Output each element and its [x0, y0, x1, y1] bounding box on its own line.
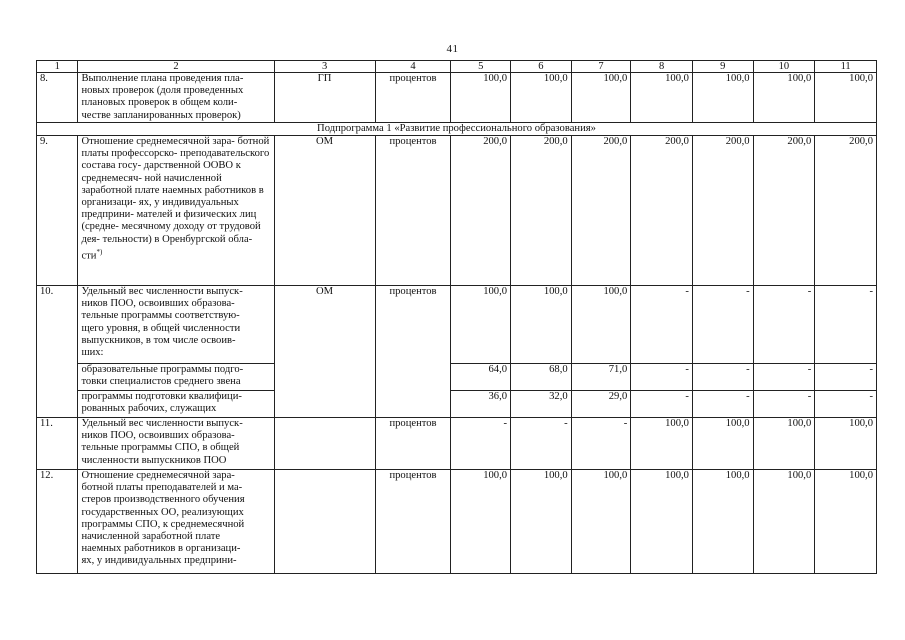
value-cell: 100,0 — [692, 470, 753, 574]
value-cell: - — [815, 391, 877, 418]
value-cell: 68,0 — [511, 364, 572, 391]
indicator-description: образовательные программы подго- товки специалистов среднего звена — [78, 364, 274, 391]
value-cell: - — [451, 418, 511, 470]
value-cell: - — [692, 286, 753, 364]
value-cell: 200,0 — [753, 136, 815, 286]
indicator-unit: процентов — [375, 470, 451, 574]
indicator-unit: процентов — [375, 418, 451, 470]
value-cell: 100,0 — [815, 470, 877, 574]
value-cell: 100,0 — [753, 418, 815, 470]
indicator-unit: процентов — [375, 136, 451, 286]
column-header: 1 — [37, 61, 78, 73]
indicator-description: Удельный вес численности выпуск- ников ПОО, освоивших образова- тельные программы СПО, в общей численности выпускников ПОО — [78, 418, 274, 470]
column-header: 6 — [511, 61, 572, 73]
value-cell: 200,0 — [451, 136, 511, 286]
value-cell: - — [631, 391, 693, 418]
value-cell: 100,0 — [511, 470, 572, 574]
subprogram-row — [37, 123, 877, 136]
row-number: 10. — [37, 286, 78, 418]
empty-cell — [375, 364, 451, 391]
indicator-unit: процентов — [375, 73, 451, 123]
value-cell: 100,0 — [571, 286, 631, 364]
indicator-description-cell — [78, 136, 274, 286]
column-header: 8 — [631, 61, 693, 73]
row-number: 9. — [37, 136, 78, 286]
value-cell: - — [815, 364, 877, 391]
column-header: 2 — [78, 61, 274, 73]
value-cell: 100,0 — [631, 73, 693, 123]
indicator-description: Отношение среднемесячной зара- ботной платы профессорско- преподавательского состава госу- дарственной ООВО к среднемесяч- ной начисленной заработной плате наемных работников в организаци- ях, у индивидуальных предприни- мателей и физических лиц (средне- месячному доходу от трудовой дея- тельности) в Оренбургской обла- сти — [81, 136, 270, 262]
value-cell: - — [753, 286, 815, 364]
table-row — [37, 470, 877, 574]
indicator-unit: процентов — [375, 286, 451, 364]
value-cell: 100,0 — [631, 418, 693, 470]
value-cell: - — [815, 286, 877, 364]
value-cell: 200,0 — [815, 136, 877, 286]
column-header: 10 — [753, 61, 815, 73]
value-cell: - — [692, 364, 753, 391]
value-cell: 100,0 — [631, 470, 693, 574]
value-cell: 100,0 — [511, 286, 572, 364]
value-cell: 100,0 — [692, 418, 753, 470]
table-row — [37, 73, 877, 123]
indicator-description: Выполнение плана проведения пла- новых проверок (доля проведенных плановых проверок в общем коли- честве запланированных проверок) — [78, 73, 274, 123]
value-cell: - — [753, 364, 815, 391]
value-cell: - — [753, 391, 815, 418]
footnote-mark: *) — [96, 247, 103, 256]
value-cell: - — [692, 391, 753, 418]
table-row — [37, 418, 877, 470]
value-cell: 100,0 — [511, 73, 572, 123]
table-row — [37, 136, 877, 286]
row-number: 12. — [37, 470, 78, 574]
value-cell: - — [631, 286, 693, 364]
value-cell: - — [571, 418, 631, 470]
value-cell: 100,0 — [815, 418, 877, 470]
value-cell: 100,0 — [815, 73, 877, 123]
column-number-row — [37, 61, 877, 73]
value-cell: 100,0 — [451, 73, 511, 123]
indicator-description: программы подготовки квалифици- рованных рабочих, служащих — [78, 391, 274, 418]
indicator-type: ОМ — [274, 136, 375, 286]
indicator-type: ОМ — [274, 286, 375, 418]
value-cell: 71,0 — [571, 364, 631, 391]
value-cell: 100,0 — [571, 470, 631, 574]
value-cell: 100,0 — [451, 470, 511, 574]
indicators-table — [36, 60, 877, 574]
column-header: 4 — [375, 61, 451, 73]
indicator-type: ГП — [274, 73, 375, 123]
value-cell: 200,0 — [631, 136, 693, 286]
value-cell: 100,0 — [692, 73, 753, 123]
value-cell: 100,0 — [451, 286, 511, 364]
value-cell: - — [631, 364, 693, 391]
value-cell: 100,0 — [753, 470, 815, 574]
value-cell: - — [511, 418, 572, 470]
indicator-type — [274, 418, 375, 470]
table-row — [37, 391, 877, 418]
value-cell: 100,0 — [753, 73, 815, 123]
column-header: 11 — [815, 61, 877, 73]
indicator-description: Отношение среднемесячной зара- ботной платы преподавателей и ма- стеров производственного обучения государственных ОО, реализующих программы СПО, к среднемесячной начисленной заработной плате наемных работников в организаци- ях, у индивидуальных предприни- — [78, 470, 274, 574]
value-cell: 36,0 — [451, 391, 511, 418]
column-header: 5 — [451, 61, 511, 73]
row-number: 11. — [37, 418, 78, 470]
indicator-type — [274, 470, 375, 574]
value-cell: 64,0 — [451, 364, 511, 391]
value-cell: 100,0 — [571, 73, 631, 123]
column-header: 3 — [274, 61, 375, 73]
value-cell: 29,0 — [571, 391, 631, 418]
value-cell: 200,0 — [692, 136, 753, 286]
page-number: 41 — [446, 43, 459, 55]
value-cell: 200,0 — [511, 136, 572, 286]
column-header: 9 — [692, 61, 753, 73]
row-number: 8. — [37, 73, 78, 123]
table-row — [37, 364, 877, 391]
value-cell: 200,0 — [571, 136, 631, 286]
table-row — [37, 286, 877, 364]
empty-cell — [375, 391, 451, 418]
subprogram-title: Подпрограмма 1 «Развитие профессионального образования» — [37, 123, 877, 136]
value-cell: 32,0 — [511, 391, 572, 418]
column-header: 7 — [571, 61, 631, 73]
indicator-description: Удельный вес численности выпуск- ников ПОО, освоивших образова- тельные программы соответствую- щего уровня, в общей численности выпускников, в том числе освоив- ших: — [78, 286, 274, 364]
